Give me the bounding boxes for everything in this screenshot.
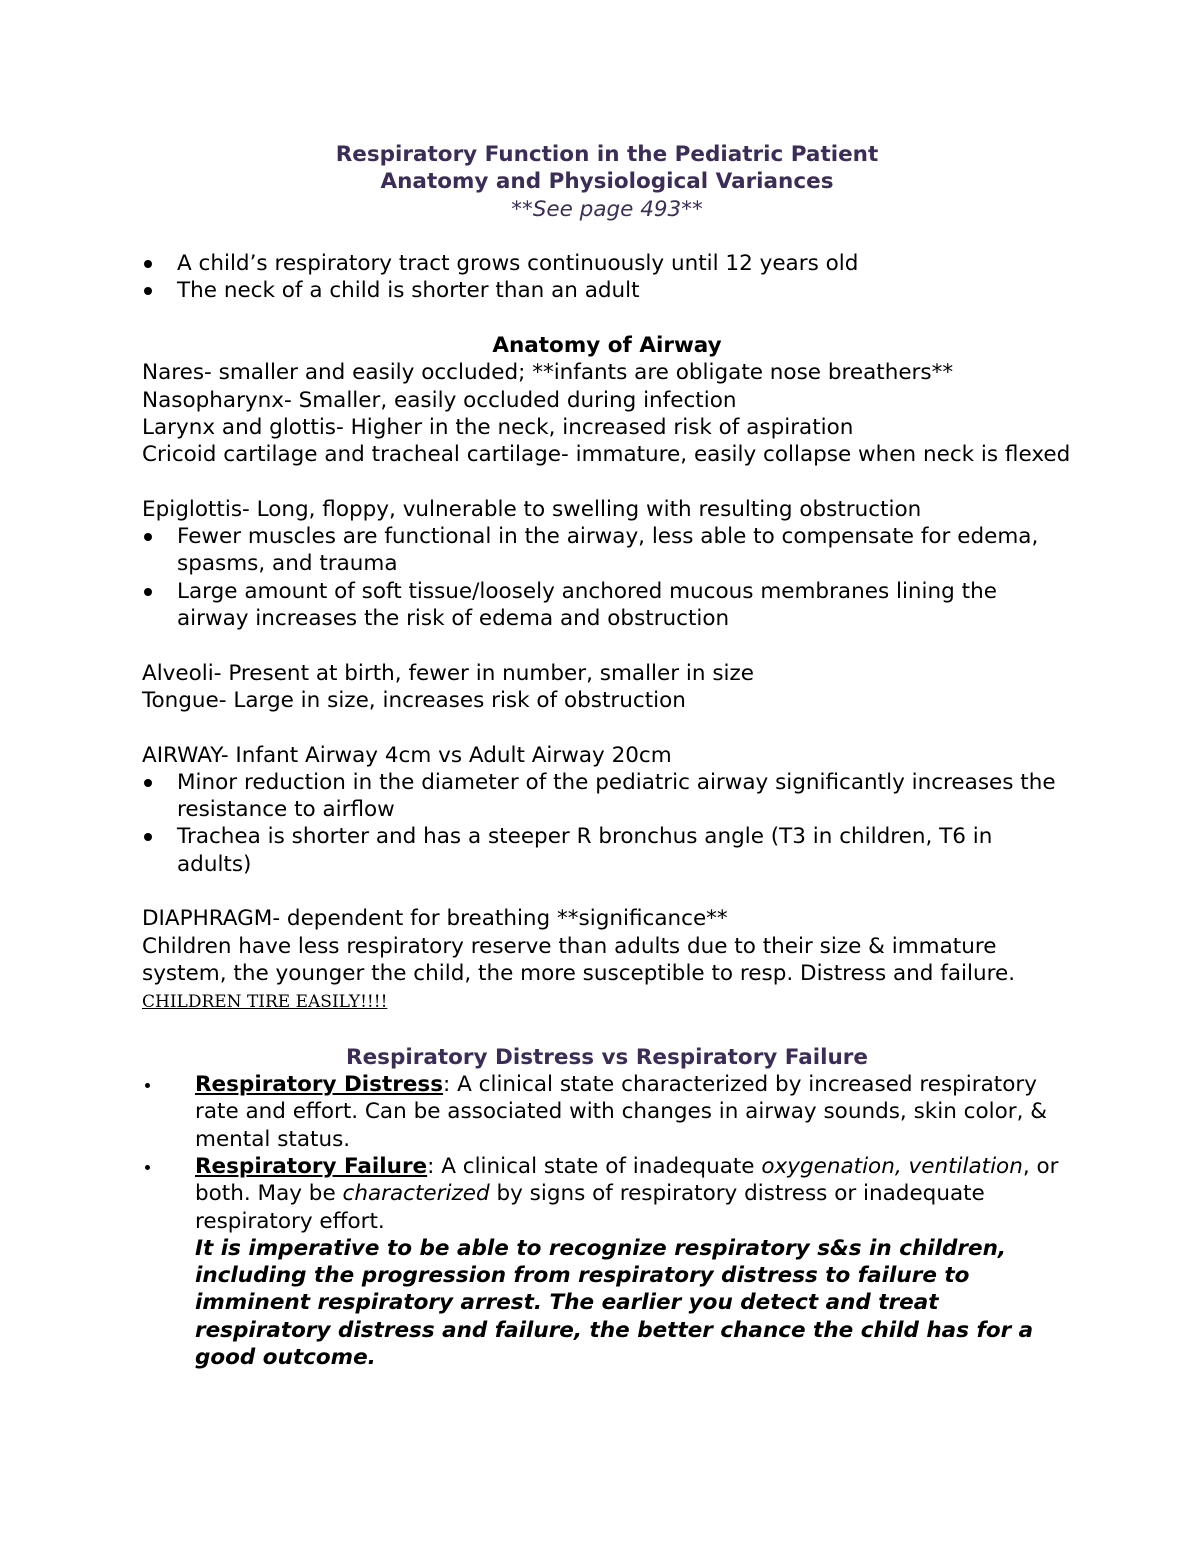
anatomy-line-larynx: Larynx and glottis- Higher in the neck, increased risk of aspiration [142, 414, 854, 440]
bullet-icon [144, 287, 152, 295]
list-item: Respiratory Distress: A clinical state characterized by increased respiratory rate and effort. Can be associated with changes in airway sounds, skin color, & mental status. [142, 1071, 1072, 1153]
list-item: A child’s respiratory tract grows continuously until 12 years old [142, 250, 1072, 277]
tongue-line: Tongue- Large in size, increases risk of obstruction [142, 687, 686, 713]
bullet-icon [145, 1083, 150, 1088]
airway-bullet-list [142, 769, 1072, 878]
page-reference: **See page 493** [511, 196, 703, 222]
epiglottis-bullet-list [142, 523, 1072, 632]
bullet-icon [144, 260, 152, 268]
definitions-list [142, 1071, 1072, 1371]
document-title: Respiratory Function in the Pediatric Patient [335, 142, 879, 167]
failure-term: Respiratory Failure [195, 1153, 428, 1179]
bullet-icon [144, 533, 152, 541]
list-item: The neck of a child is shorter than an adult [142, 277, 1072, 304]
list-item: Respiratory Failure: A clinical state of inadequate oxygenation, ventilation, or both. May be characterized by signs of respiratory distress or inadequate respiratory effort. It is imperative to be able to recognize respiratory s&s in children, including the progression from respiratory distress to failure to imminent respiratory arrest. The earlier you detect and treat respiratory distress and failure, the better chance the child has for a good outcome. [142, 1153, 1072, 1371]
airway-line: AIRWAY- Infant Airway 4cm vs Adult Airway 20cm [142, 742, 672, 768]
list-item: Trachea is shorter and has a steeper R bronchus angle (T3 in children, T6 in adults) [142, 823, 1072, 878]
diaphragm-paragraph: Children have less respiratory reserve than adults due to their size & immature system, the younger the child, the more susceptible to resp. Distress and failure. CHILDREN TIRE EASILY!!!! [142, 933, 1016, 1013]
document-content [142, 141, 1072, 1371]
anatomy-line-nasopharynx: Nasopharynx- Smaller, easily occluded during infection [142, 387, 737, 413]
list-item: Fewer muscles are functional in the airway, less able to compensate for edema, spasms, and trauma [142, 523, 1072, 578]
recognition-note: It is imperative to be able to recognize respiratory s&s in children, including the progression from respiratory distress to failure to imminent respiratory arrest. The earlier you detect and treat respiratory distress and failure, the better chance the child has for a good outcome. [195, 1235, 1034, 1371]
bullet-icon [144, 588, 152, 596]
anatomy-line-nares: Nares- smaller and easily occluded; **infants are obligate nose breathers** [142, 360, 954, 386]
epiglottis-line: Epiglottis- Long, floppy, vulnerable to swelling with resulting obstruction [142, 496, 922, 522]
diaphragm-line: DIAPHRAGM- dependent for breathing **significance** [142, 906, 728, 932]
bullet-icon [144, 833, 152, 841]
list-item: Minor reduction in the diameter of the pediatric airway significantly increases the resistance to airflow [142, 769, 1072, 824]
distress-term: Respiratory Distress [195, 1072, 444, 1098]
list-item: Large amount of soft tissue/loosely anchored mucous membranes lining the airway increases the risk of edema and obstruction [142, 578, 1072, 633]
document-subtitle: Anatomy and Physiological Variances [380, 169, 834, 195]
alveoli-line: Alveoli- Present at birth, fewer in number, smaller in size [142, 660, 755, 686]
anatomy-line-cricoid: Cricoid cartilage and tracheal cartilage- immature, easily collapse when neck is flexed [142, 442, 1071, 468]
anatomy-heading: Anatomy of Airway [492, 333, 722, 359]
distress-vs-failure-heading: Respiratory Distress vs Respiratory Failure [346, 1044, 868, 1070]
bullet-icon [145, 1165, 150, 1170]
bullet-icon [144, 779, 152, 787]
intro-bullet-list [142, 250, 1072, 305]
children-tire-emphasis: CHILDREN TIRE EASILY!!!! [142, 992, 388, 1013]
